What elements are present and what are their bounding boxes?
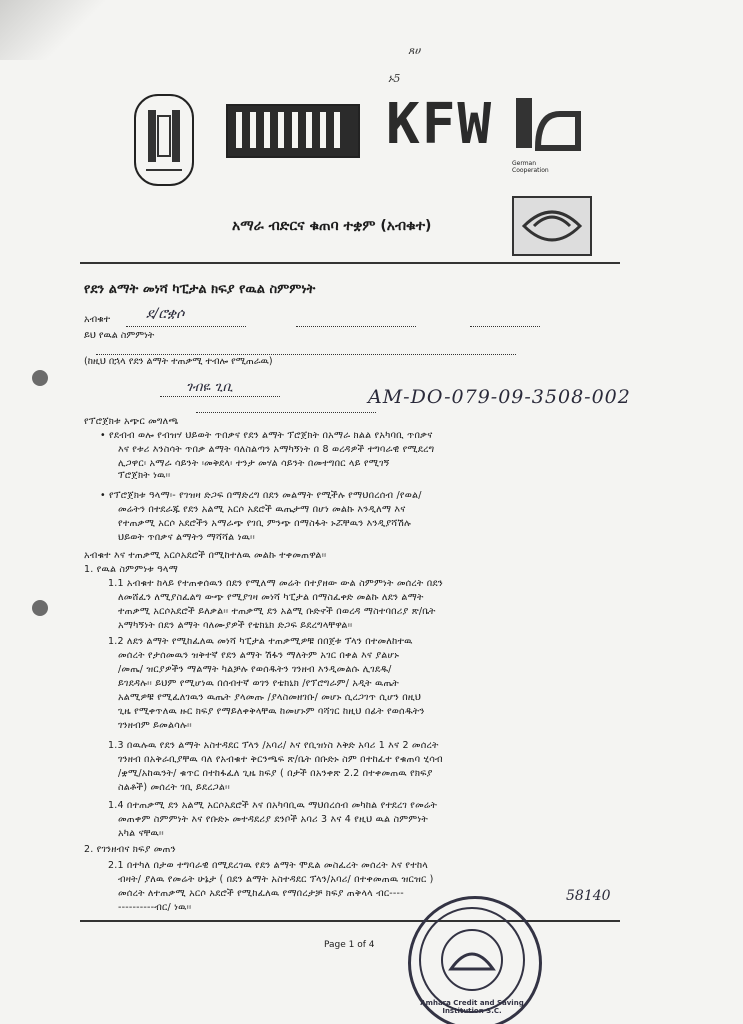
- stamp-text: Amhara Credit and Saving Institution S.C.: [420, 999, 524, 1015]
- body-line: 2. የገንዘብና ክፍያ መጠን: [84, 844, 176, 855]
- body-line: ብዛት/ ያለዉ የመሬት ሁኔታ ( በደን ልማት አስተዳደር ፕላን/አባሪ/ በተቀመጠዉ ዝርዝር ): [118, 874, 434, 885]
- body-line: ጊዜ የሚቀጥለዉ ዙር ክፍያ የማይለቀቅላቸዉ ከመሆኑም ባሻገር ከዚህ በፊት የወሰዱትን: [118, 706, 425, 717]
- body-line: 1.1 አብቁተ ከላይ የተጠቀሰዉን በደን የሚለማ መሬት በተያዘው ውል ስምምነት መሰረት በደን: [108, 578, 443, 589]
- body-line: 1.3 በዉሉዉ የደን ልማት አስተዳደር ፕላን /አባሪ/ እና የቢዝነስ እቅድ አባሪ 1 እና 2 መሰረት: [108, 740, 439, 751]
- page-number: Page 1 of 4: [324, 940, 375, 950]
- body-line: 1.4 በተጠቃሚ ደን አልሚ አርሶአደሮች እና በአካባቢዉ ማህበረሰብ መካከል የተደረገ የመሬት: [108, 800, 438, 811]
- body-line: • የፕሮጀክቱ ዓላማ፡- የገዝዛ ድጋፍ በማድረግ በደን መልማት የሚችሉ የማህበረሰብ /የወል/: [100, 490, 422, 501]
- fill-line: [96, 354, 516, 355]
- body-line: /ቋሚ/አከዉንት/ ቁጥር በተከፋፈለ ጊዜ ክፍያ ( በታች በአንቀጽ 2.2 በተቀመጠዉ የክፍያ: [118, 768, 433, 779]
- margin-mark: ኑ5: [388, 72, 401, 85]
- german-cooperation-text: German Cooperation: [512, 160, 549, 174]
- margin-mark: ጸሀ: [408, 44, 421, 57]
- body-line: አማካኝነት በደን ልማት ባለሙያዎች የቴክኒክ ድጋፍ ይደረግላቸዋል፡፡: [118, 620, 353, 631]
- fill-line: [296, 326, 416, 327]
- body-line: ለመሸፈን ለሚያስፈልግ ውጭ የሚያገዛ መነሻ ካፒታል በማስፈቀድ መልኩ ለደን ልማት: [118, 592, 424, 603]
- handwritten-amount: 58140: [566, 888, 611, 904]
- body-line: የፕሮጀክቱ አጭር መግለጫ: [84, 416, 179, 427]
- fill-line: [470, 326, 540, 327]
- body-line: ህይወት ጥበቃና ልማትን ማሻሻል ነዉ፡፡: [118, 532, 255, 543]
- body-line: መጠቀም ስምምነት እና የቡድኑ መተዳደሪያ ደንቦች አባሪ 3 እና 4 የዚህ ዉል ስምምነት: [118, 814, 428, 825]
- fill-line: [126, 326, 246, 327]
- institution-stamp: [408, 896, 542, 1024]
- branch-value: ደ/ሮቋሶ: [146, 306, 185, 322]
- body-line: አብቁተ እና ተጠቃሚ አርሶአደሮች በሚከተለዉ መልኩ ተቀመጠዋል፡፡: [84, 550, 327, 561]
- body-line: • የደብብ ወሎ የብዝሃ ህይወት ጥበቃና የደን ልማት ፕሮጀክት በአማራ ክልል የአካባቢ ጥበቃና: [100, 430, 433, 441]
- body-line: ይገደዳሉ፡፡ ይህም የሚሆነዉ በሰብተኛ ወገን የቴክኒክ /የፕሮግራም/ አዲት ዉጤት: [118, 678, 400, 689]
- fill-line: [196, 412, 376, 413]
- body-line: ተጠቃሚ አርሶአደሮች ይለቃል፡፡ ተጠቃሚ ደን አልሚ ቡድኖች በወረዳ ማስተባበሪያ ጽ/ቤት: [118, 606, 436, 617]
- body-line: ገንዘብ በአቅራቢያቸዉ ባለ የአብቁተ ቅርንጫፍ ጽ/ቤት በቡድኑ ስም በተከፈተ የቁጠባ ሂሳብ: [118, 754, 443, 765]
- footer-divider: [80, 920, 620, 922]
- id-number-value: AM-DO-079-09-3508-002: [368, 386, 631, 408]
- punch-hole: [32, 600, 48, 616]
- institution-logo-icon: [512, 196, 592, 256]
- body-line: አልሚዎቹ የሚፈለገዉን ዉጤት ያላመጡ /ያላስመዘገቡ/ መሆኑ ሲረጋገጥ ሲሆን በዚህ: [118, 692, 422, 703]
- body-line: የተጠቃሚ አርሶ አደሮችን አማራጭ የገቢ ምንጭ በማስፋት ኑሯቸዉን እንዲያሻሽሉ: [118, 518, 411, 529]
- body-line: ገንዘብም ይመልሳሉ፡፡: [118, 720, 192, 731]
- kebele-value: ገብዬ ጊቢ: [186, 380, 233, 395]
- body-line: ----------ብር/ ነዉ፡፡: [118, 902, 192, 913]
- branch-label: አብቁተ: [84, 314, 110, 325]
- header-divider: [80, 262, 620, 264]
- line-beneficiary: (ከዚህ በኋላ የደን ልማት ተጠቃሚ ተብሎ የሚጠራዉ): [84, 356, 273, 367]
- org-title: አማራ ብድርና ቁጠባ ተቋም (አብቁተ): [232, 218, 432, 234]
- folded-corner: [0, 0, 120, 60]
- body-line: /መጤ/ ዝርያዎችን ማልማት ካልቻሉ የወሰዱትን ገንዘብ እንዲመልሱ ሊገደዱ/: [118, 664, 392, 675]
- fill-line: [160, 396, 280, 397]
- body-line: 1. የዉል ስምምነቱ ዓላማ: [84, 564, 178, 575]
- body-line: 1.2 ለደን ልማት የሚከፈለዉ መነሻ ካፒታል ተጠቃሚዎቹ በበጀቱ ፕላን በተመለከተዉ: [108, 636, 413, 647]
- kfw-logo: KFW: [386, 92, 494, 157]
- body-line: አካል ናቸዉ፡፡: [118, 828, 164, 839]
- body-line: መሰረት የታሰመዉን ዝቅተኛ የደን ልማት ሽፋን ማለትም አገር በቀል እና ያልሆኑ: [118, 650, 400, 661]
- body-line: ስልቶች) መሰረት ገቢ ይደረጋል፡፡: [118, 782, 230, 793]
- german-cooperation-logo-icon: [512, 94, 582, 174]
- emblem-logo-icon: [134, 94, 194, 186]
- body-line: መሰረት ለተጠቃሚ አርሶ አደሮች የሚከፈለዉ የማበረታቻ ክፍያ ጠቅላላ ብር----: [118, 888, 404, 899]
- body-line: 2.1 በተካለ በታወ ተግባራዊ በሚደረገዉ የደን ልማት ሞዴል መስፈረት መሰረት እና የተከላ: [108, 860, 428, 871]
- body-line: ፕሮጀክት ነዉ፡፡: [118, 470, 171, 481]
- body-line: እና የቱሪ እንስሳት ጥበቃ ልማት ባለስልጣን አማካኝነት በ 8 ወረዳዎች ተግባራዊ የሚደረግ: [118, 444, 435, 455]
- body-line: መሬትን በተደራጁ የደን አልሚ አርሶ አደሮች ዉጤታማ በሆነ መልኩ እንዲለማ እና: [118, 504, 406, 515]
- doc-title: የደን ልማት መነሻ ካፒታል ክፍያ የዉል ስምምነት: [84, 282, 316, 297]
- flag-logo-icon: [226, 104, 360, 158]
- header-logos: [130, 90, 610, 190]
- body-line: ሊጋዋር፡ አማራ ሳይንት ፡መቅደላ፡ ተንታ መሃል ሳይንት በመተግበር ላይ የሚገኝ: [118, 458, 390, 469]
- punch-hole: [32, 370, 48, 386]
- line-agreement: ይህ የዉል ስምምነት: [84, 330, 155, 341]
